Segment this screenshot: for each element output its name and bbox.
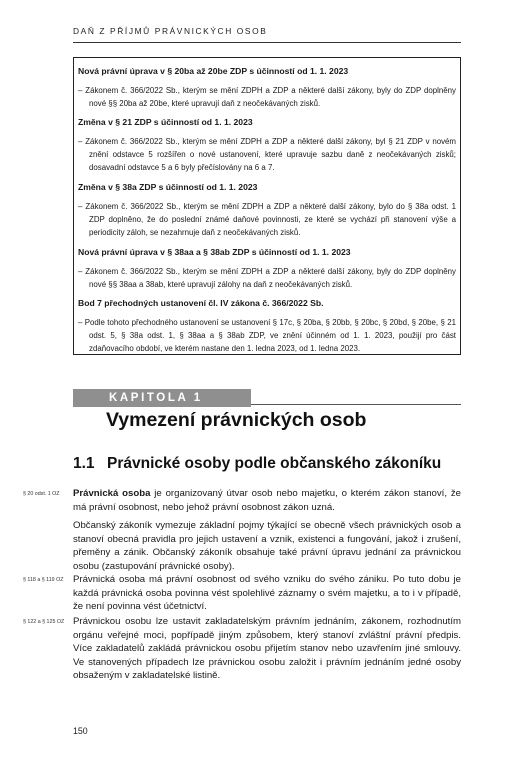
section-heading	[73, 455, 441, 473]
paragraph	[73, 487, 461, 514]
amendment-text: – Zákonem č. 366/2022 Sb., kterým se mění ZDPH a ZDP a některé další zákony, bylo do § 38a odst. 1 ZDP doplněno, že do poslední známé daňové povinnosti, ze které se vychází při stanovení výše a periodicity záloh, se nezahrnuje daň z neočekávaných zisků.	[78, 202, 456, 237]
paragraph-text: je organizovaný útvar osob nebo majetku, o kterém zákon stanoví, že má právní osobnost, nebo jehož právní osobnost zákon uzná.	[73, 488, 461, 513]
chapter-label: KAPITOLA 1	[73, 389, 251, 407]
amendment-item	[78, 246, 456, 292]
amendment-title: Bod 7 přechodných ustanovení čl. IV zákona č. 366/2022 Sb.	[78, 298, 324, 308]
amendment-text: – Zákonem č. 366/2022 Sb., kterým se mění ZDPH a ZDP a některé další zákony, byly do ZDP doplněny nové §§ 20ba až 20be, které upravují daň z neočekávaných zisků.	[78, 86, 456, 108]
amendment-title: Nová právní úprava v § 38aa a § 38ab ZDP s účinností od 1. 1. 2023	[78, 247, 351, 257]
amendment-title: Nová právní úprava v § 20ba až 20be ZDP s účinností od 1. 1. 2023	[78, 66, 349, 76]
paragraph-text: Právnická osoba má právní osobnost od svého vzniku do svého zániku. Po tuto dobu je každá právnická osoba povinna vést spolehlivé záznamy o svém majetku, a to i v případě, že není povinna vést účetnictví.	[73, 574, 461, 613]
paragraph-text: Občanský zákoník vymezuje základní pojmy týkající se obecně všech právnických osob a stanoví obecná pravidla pro jejich ustavení a vznik, existenci a fungování, jakož i zrušení, přeměny a zánik. Občanský zákoník obsahuje také právní úpravu jednání za právnickou osobu (zastupování právnické osoby).	[73, 520, 461, 572]
chapter-title: Vymezení právnických osob	[106, 409, 367, 431]
margin-note: § 118 a § 119 OZ	[23, 577, 64, 583]
chapter-rule	[251, 404, 461, 405]
paragraph	[73, 573, 461, 614]
amendment-item	[78, 65, 456, 111]
section-number: 1.1	[73, 455, 95, 472]
header-rule	[73, 42, 461, 43]
margin-note: § 122 a § 125 OZ	[23, 619, 65, 625]
amendment-title: Změna v § 21 ZDP s účinností od 1. 1. 2023	[78, 117, 253, 127]
paragraph	[73, 519, 461, 573]
amendment-item	[78, 116, 456, 174]
running-head: DAŇ Z PŘÍJMŮ PRÁVNICKÝCH OSOB	[73, 26, 268, 36]
amendment-item	[78, 297, 456, 355]
paragraph-text: Právnickou osobu lze ustavit zakladatelským právním jednáním, zákonem, rozhodnutím orgánu veřejné moci, popřípadě jiným způsobem, který stanoví zvláštní právní předpis. Více zakladatelů zakládá právnickou osobu přijetím stanov nebo uzavřením jiné smlouvy. Ve stanovených případech lze právnickou osobu založit i právním jednáním jedné osoby obsaženým v zakladatelské listině.	[73, 616, 461, 682]
paragraph	[73, 615, 461, 683]
term-bold: Právnická osoba	[73, 488, 151, 499]
margin-note: § 20 odst. 1 OZ	[23, 491, 60, 497]
amendment-title: Změna v § 38a ZDP s účinností od 1. 1. 2023	[78, 182, 258, 192]
amendment-item	[78, 181, 456, 239]
amendment-text: – Podle tohoto přechodného ustanovení se ustanovení § 17c, § 20ba, § 20bb, § 20bc, § 20bd, § 20be, § 21 odst. 5, § 38a odst. 1, § 38aa a § 38ab ZDP, ve znění účinném od 1. 1. 2023, použijí pro část zdaňovacího období, ve kterém nastane den 1. ledna 2023, od 1. ledna 2023.	[78, 318, 456, 353]
section-title: Právnické osoby podle občanského zákoníku	[107, 455, 442, 472]
amendment-text: – Zákonem č. 366/2022 Sb., kterým se mění ZDPH a ZDP a některé další zákony, byly do ZDP doplněny nové §§ 38aa a 38ab, které upravují zálohy na daň z neočekávaných zisků.	[78, 267, 456, 289]
page-number: 150	[73, 726, 88, 736]
amendments-box	[73, 57, 461, 355]
amendment-text: – Zákonem č. 366/2022 Sb., kterým se mění ZDPH a ZDP a některé další zákony, byl § 21 ZDP v novém znění odstavce 5 rozšířen o nové ustanovení, které upravuje sazbu daně z neočekávaných zisků; dosavadní odstavce 5 a 6 byly přečíslovány na 6 a 7.	[78, 137, 456, 172]
